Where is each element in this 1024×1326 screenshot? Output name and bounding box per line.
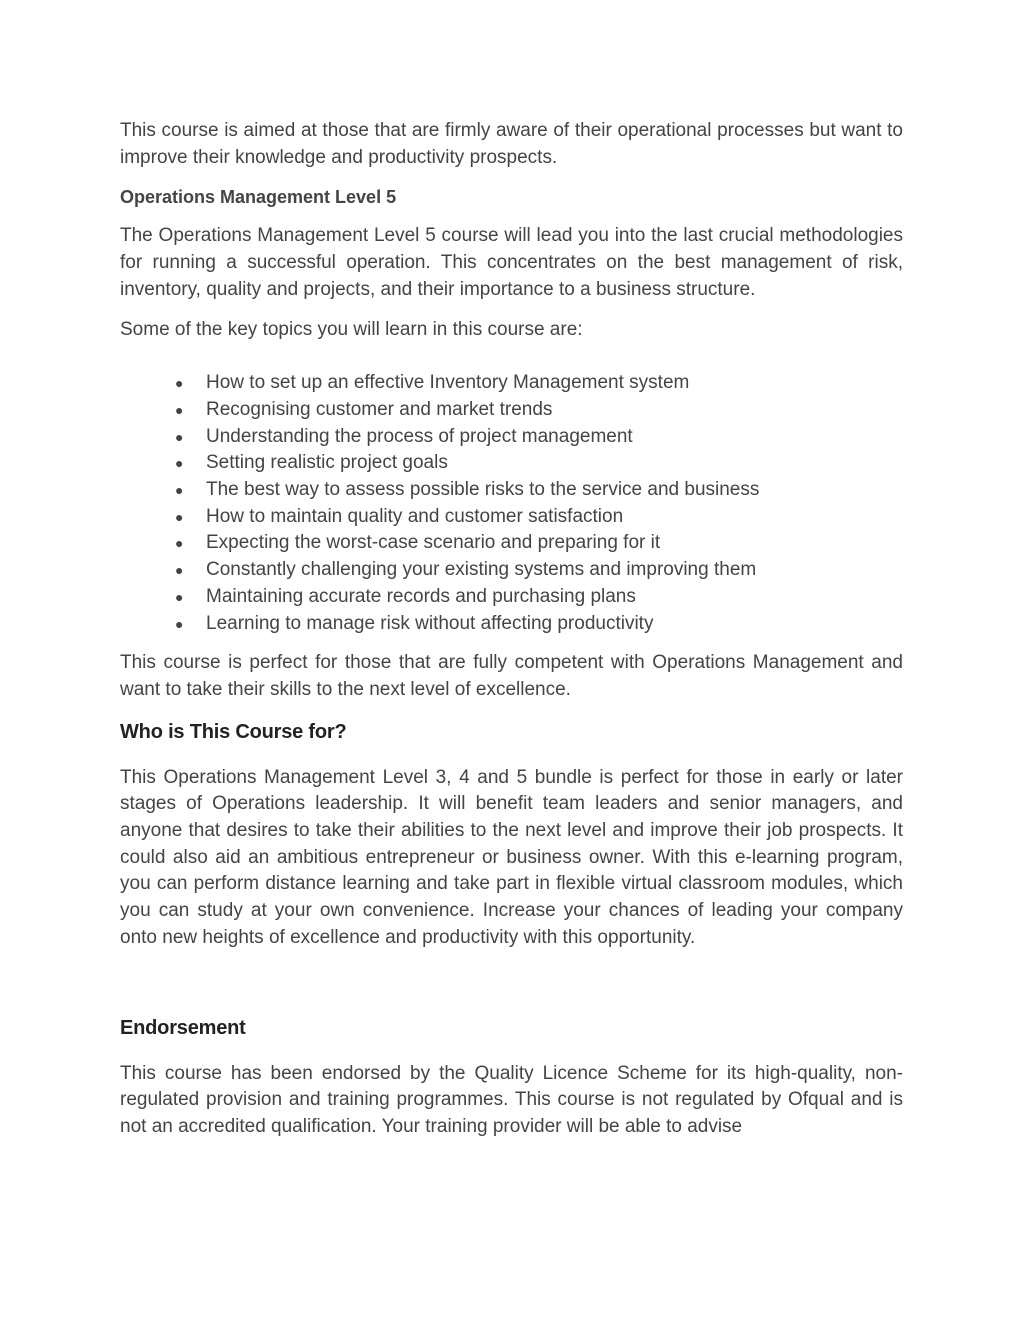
list-item — [120, 370, 903, 397]
level5-description: The Operations Management Level 5 course will lead you into the last crucial methodologies for running a successful operation. This concentrates on the best management of risk, inventory, quality and projects, and their importance to a business structure. — [120, 225, 903, 300]
list-item — [120, 504, 903, 531]
topic-text: The best way to assess possible risks to the service and business — [206, 479, 760, 501]
topic-text: How to maintain quality and customer satisfaction — [206, 505, 624, 527]
topics-intro: Some of the key topics you will learn in this course are: — [120, 318, 583, 340]
bullet-icon: ● — [175, 401, 184, 418]
bullet-icon: ● — [175, 428, 184, 445]
who-heading: Who is This Course for? — [120, 720, 347, 743]
topic-text: Maintaining accurate records and purchasing plans — [206, 585, 636, 607]
bullet-icon: ● — [175, 482, 184, 499]
bullet-icon: ● — [175, 562, 184, 579]
list-item — [120, 611, 903, 638]
endorsement-body: This course has been endorsed by the Quality Licence Scheme for its high-quality, non-regulated provision and training programmes. This course is not regulated by Ofqual and is not an accredited qualification. Your training provider will be able to advise — [120, 1062, 903, 1137]
bullet-icon: ● — [175, 375, 184, 392]
bullet-icon: ● — [175, 615, 184, 632]
topic-text: Learning to manage risk without affecting productivity — [206, 612, 654, 634]
topic-text: Setting realistic project goals — [206, 452, 448, 474]
topics-list — [120, 370, 903, 637]
list-item — [120, 557, 903, 584]
who-body: This Operations Management Level 3, 4 and 5 bundle is perfect for those in early or later stages of Operations leadership. It will benefit team leaders and senior managers, and anyone that desires to take their abilities to the next level and improve their job prospects. It could also aid an ambitious entrepreneur or business owner. With this e-learning program, you can perform distance learning and take part in flexible virtual classroom modules, which you can study at your own convenience. Increase your chances of leading your company onto new heights of excellence and productivity with this opportunity. — [120, 766, 903, 948]
intro-paragraph: This course is aimed at those that are firmly aware of their operational processes but want to improve their knowledge and productivity prospects. — [120, 120, 903, 168]
list-item — [120, 397, 903, 424]
topic-text: Expecting the worst-case scenario and preparing for it — [206, 532, 661, 554]
topic-text: Understanding the process of project management — [206, 425, 633, 447]
bullet-icon: ● — [175, 535, 184, 552]
list-item — [120, 477, 903, 504]
topic-text: Recognising customer and market trends — [206, 398, 553, 420]
topic-text: Constantly challenging your existing systems and improving them — [206, 559, 757, 581]
list-item — [120, 530, 903, 557]
list-item — [120, 424, 903, 451]
level5-heading: Operations Management Level 5 — [120, 187, 397, 208]
bullet-icon: ● — [175, 508, 184, 525]
topic-text: How to set up an effective Inventory Management system — [206, 372, 690, 394]
level5-closing: This course is perfect for those that are fully competent with Operations Management and want to take their skills to the next level of excellence. — [120, 652, 903, 700]
list-item — [120, 450, 903, 477]
bullet-icon: ● — [175, 588, 184, 605]
document-page — [120, 118, 903, 1141]
list-item — [120, 584, 903, 611]
bullet-icon: ● — [175, 455, 184, 472]
endorsement-heading: Endorsement — [120, 1016, 246, 1039]
